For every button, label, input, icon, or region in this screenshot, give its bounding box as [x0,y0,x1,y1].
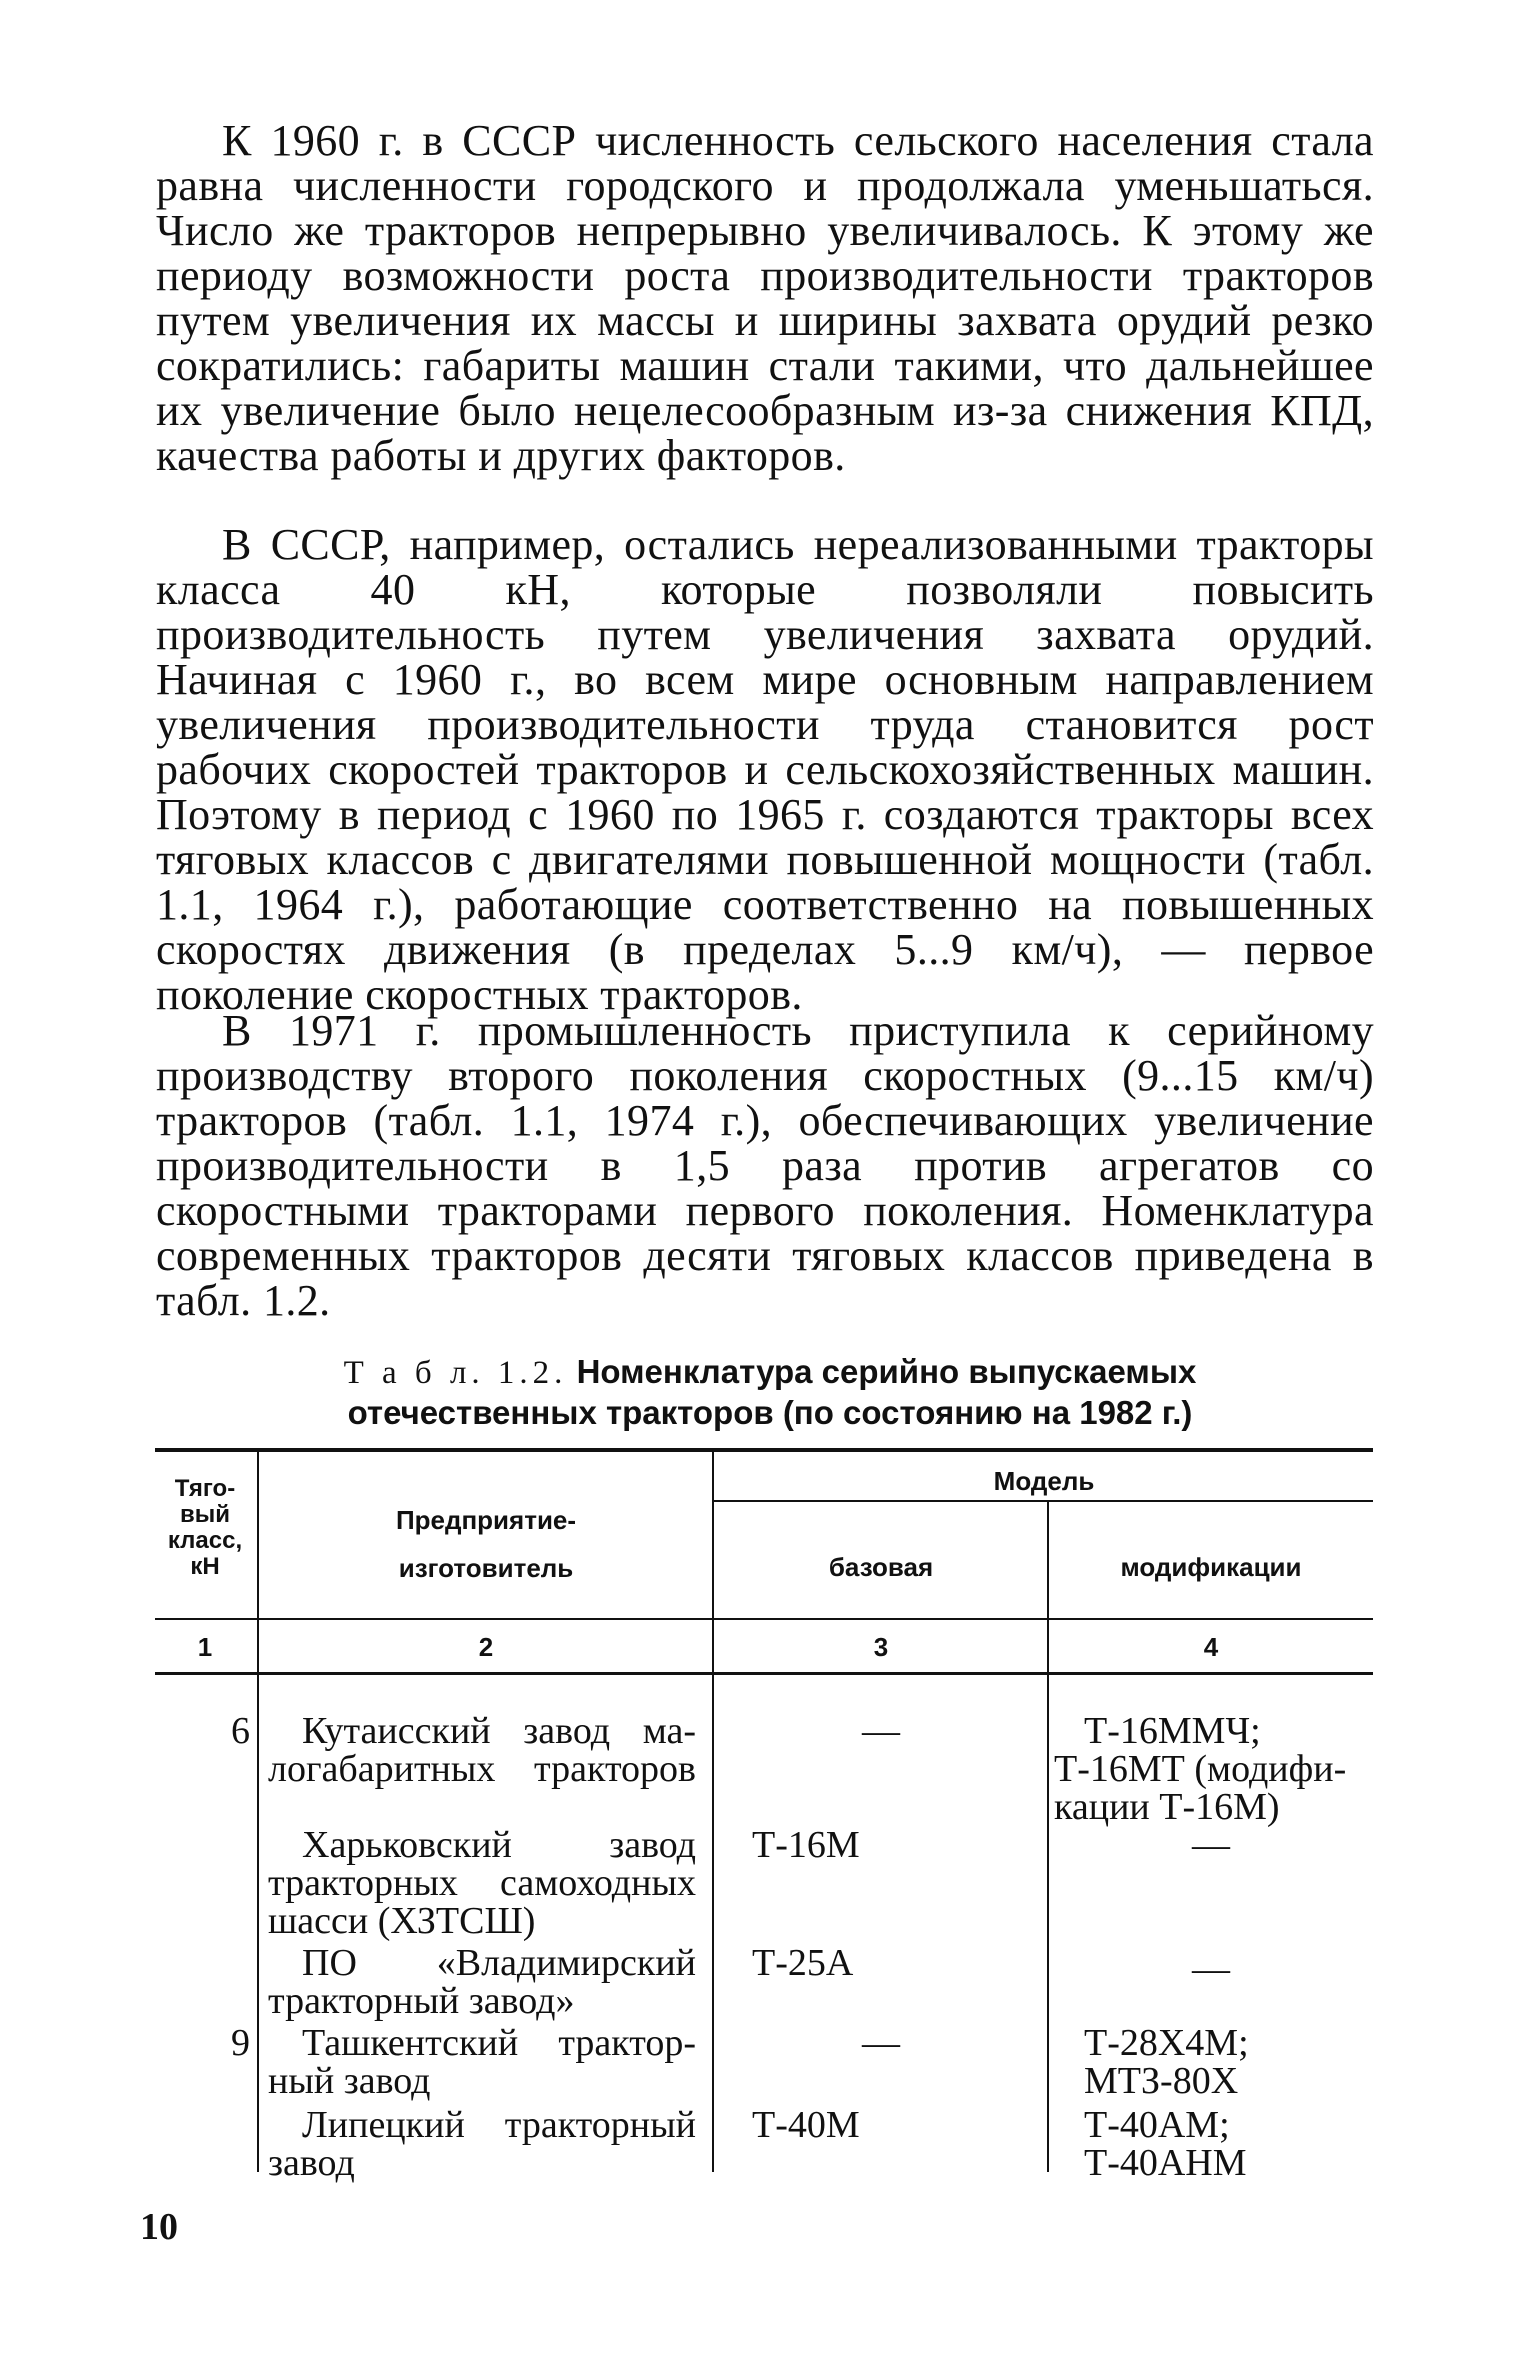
header-maker-line: Предприятие- [395,1505,577,1535]
maker-line: Кутаисский завод ма- [302,1710,696,1752]
header-model: Модель [993,1466,1095,1496]
col-number: 1 [197,1632,213,1662]
mods-line: Т-28Х4М; [1084,2022,1249,2064]
model-under-rule [712,1500,1373,1502]
table-row-5-maker [268,2106,696,2182]
header-class-line: вый [179,1501,230,1528]
maker-line: логабаритных тракторов [268,1748,696,1790]
table-title-line2: отечественных тракторов (по состоянию на 1982 г.) [347,1394,1193,1431]
col-number: 2 [478,1632,494,1662]
maker-line: Ташкентский трактор- [302,2022,696,2064]
maker-line: тракторный завод» [268,1980,575,2022]
header-maker-line: изготовитель [398,1553,574,1583]
paragraph-1: К 1960 г. в СССР численность сельского населения стала равна численности городского и продолжала уменьшаться. Число же тракторов непрерывно увеличивалось. К этому же периоду возможности роста производительности тракторов путем увеличения их массы и ширины захвата орудий резко сократились: габариты машин стали такими, что дальнейшее их увеличение было нецелесообразным из-за снижения КПД, качества работы и других факторов. [156,116,1374,480]
header-class-line: Тяго- [174,1475,236,1502]
table-label: Т а б л. 1.2. [343,1355,568,1391]
table-row-3-base: Т-25А [752,1942,854,1984]
col-divider-3 [1047,1502,1049,2172]
mods-line: Т-16ММЧ; [1084,1710,1261,1752]
maker-line: Харьковский завод [302,1824,696,1866]
maker-line: шасси (ХЗТСШ) [268,1900,536,1942]
table-row-1-class: 6 [231,1710,250,1752]
table-row-4-base: — [862,2022,900,2064]
header-mods: модификации [1120,1552,1302,1582]
paragraph-2: В СССР, например, остались нереализованными тракторы класса 40 кН, которые позволяли повысить производительность путем увеличения захвата орудий. Начиная с 1960 г., во всем мире основным направлением увеличения производительности труда становится рост рабочих скоростей тракторов и сельскохозяйственных машин. Поэтому в период с 1960 по 1965 г. создаются тракторы всех тяговых классов с двигателями повышенной мощности (табл. 1.1, 1964 г.), работающие соответственно на повышенных скоростях движения (в пределах 5...9 км/ч), — первое поколение скоростных тракторов. [156,520,1374,1019]
page-number: 10 [140,2206,178,2248]
table-row-1-maker [268,1712,696,1788]
table-row-5-mods [1084,2106,1372,2182]
maker-line: ный завод [268,2060,431,2102]
table-row-2-mods: — [1192,1824,1230,1866]
table-title-line1: Номенклатура серийно выпускаемых [576,1353,1197,1390]
col-divider-2 [712,1452,714,2172]
header-class-line: класс, [167,1527,243,1554]
mods-line: Т-40АМ; [1084,2104,1230,2146]
maker-line: ПО «Владимирский [302,1942,696,1984]
table-row-1-mods [1054,1712,1372,1826]
col-number: 3 [873,1632,889,1662]
paragraph-3: В 1971 г. промышленность приступила к серийному производству второго поколения скоростных (9...15 км/ч) тракторов (табл. 1.1, 1974 г.), обеспечивающих увеличение производительности в 1,5 раза против агрегатов со скоростными тракторами первого поколения. Номенклатура современных тракторов десяти тяговых классов приведена в табл. 1.2. [156,1006,1374,1325]
table-row-3-maker [268,1944,696,2020]
numbers-bottom-rule [155,1672,1373,1675]
header-class [155,1476,255,1580]
table-row-4-class: 9 [231,2022,250,2064]
table-row-4-mods [1084,2024,1372,2100]
mods-line: Т-40АНМ [1084,2142,1247,2184]
mods-line: Т-16МТ (модифи- [1054,1748,1347,1790]
table-caption [180,1352,1360,1433]
col-number: 4 [1203,1632,1219,1662]
maker-line: завод [268,2142,355,2184]
maker-line: Липецкий тракторный [302,2104,696,2146]
col-divider-1 [257,1452,259,2172]
table-row-4-maker [268,2024,696,2100]
maker-line: тракторных самоходных [268,1862,696,1904]
header-bottom-rule [155,1618,1373,1620]
mods-line: кации Т-16М) [1054,1786,1280,1828]
table-row-1-base: — [862,1710,900,1752]
table-row-5-base: Т-40М [752,2104,860,2146]
table-row-2-maker [268,1826,696,1940]
header-maker [262,1496,710,1592]
table-row-2-base: Т-16М [752,1824,860,1866]
header-class-line: кН [190,1553,220,1580]
header-base: базовая [828,1552,934,1582]
mods-line: МТЗ-80Х [1084,2060,1239,2102]
table-top-rule [155,1448,1373,1452]
table-row-3-mods: — [1192,1948,1230,1990]
